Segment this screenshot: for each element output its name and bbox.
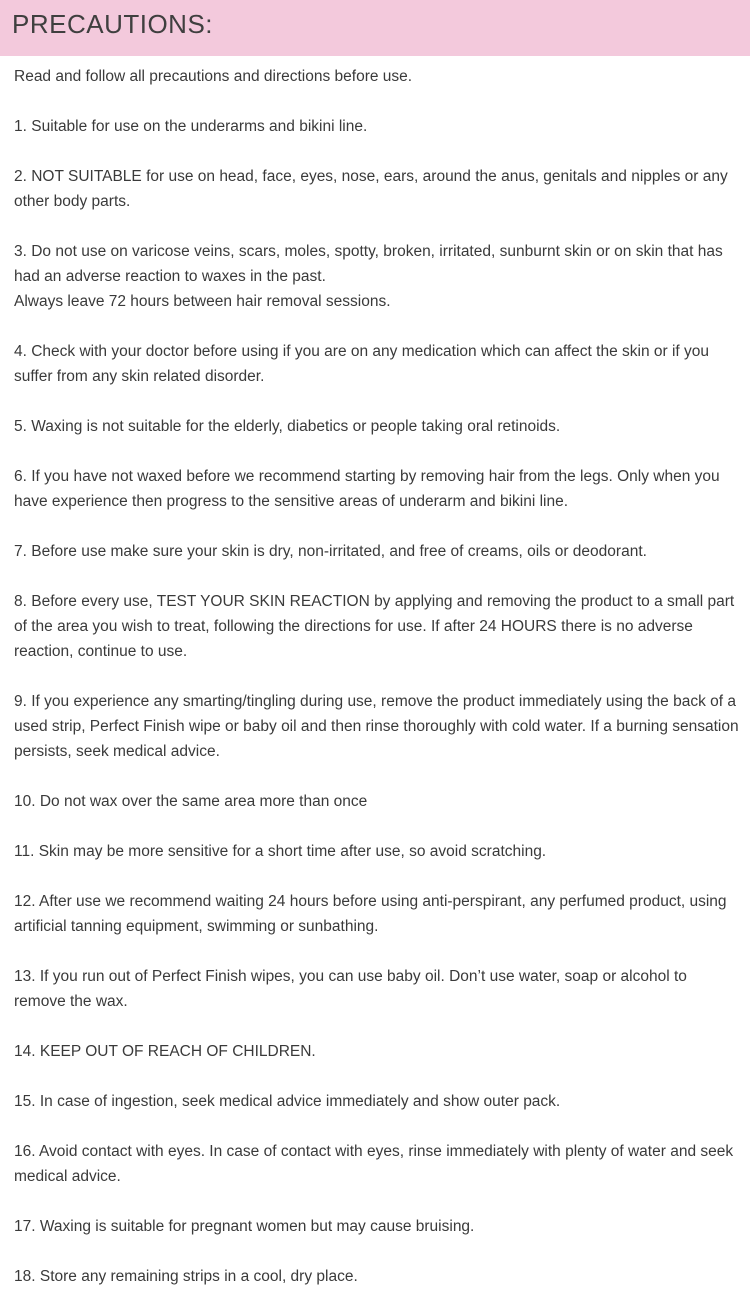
precaution-item-9: 9. If you experience any smarting/tingling during use, remove the product immediately using the back of a used strip, Perfect Finish wipe or baby oil and then rinse thoroughly with cold water. If a burning sensation persists, seek medical advice. <box>14 693 739 760</box>
precautions-content <box>0 56 750 1289</box>
precaution-item-15: 15. In case of ingestion, seek medical advice immediately and show outer pack. <box>14 1093 561 1110</box>
precaution-item-5: 5. Waxing is not suitable for the elderly, diabetics or people taking oral retinoids. <box>14 418 561 435</box>
precaution-item-16: 16. Avoid contact with eyes. In case of contact with eyes, rinse immediately with plenty of water and seek medical advice. <box>14 1143 734 1185</box>
precaution-item-17: 17. Waxing is suitable for pregnant women but may cause bruising. <box>14 1218 475 1235</box>
precaution-item-7: 7. Before use make sure your skin is dry, non-irritated, and free of creams, oils or deodorant. <box>14 543 647 560</box>
precaution-item-14: 14. KEEP OUT OF REACH OF CHILDREN. <box>14 1043 316 1060</box>
precaution-item-2: 2. NOT SUITABLE for use on head, face, eyes, nose, ears, around the anus, genitals and nipples or any other body parts. <box>14 168 728 210</box>
precaution-item-18: 18. Store any remaining strips in a cool, dry place. <box>14 1268 358 1285</box>
precaution-item-12: 12. After use we recommend waiting 24 hours before using anti-perspirant, any perfumed product, using artificial tanning equipment, swimming or sunbathing. <box>14 893 727 935</box>
precaution-item-6: 6. If you have not waxed before we recommend starting by removing hair from the legs. Only when you have experience then progress to the sensitive areas of underarm and bikini line. <box>14 468 720 510</box>
page-title: PRECAUTIONS: <box>12 9 214 39</box>
precaution-item-11: 11. Skin may be more sensitive for a short time after use, so avoid scratching. <box>14 843 547 860</box>
precaution-item-10: 10. Do not wax over the same area more than once <box>14 793 368 810</box>
intro-text: Read and follow all precautions and directions before use. <box>14 68 413 85</box>
precaution-item-1: 1. Suitable for use on the underarms and bikini line. <box>14 118 368 135</box>
precaution-item-13: 13. If you run out of Perfect Finish wipes, you can use baby oil. Don’t use water, soap or alcohol to remove the wax. <box>14 968 687 1010</box>
precautions-list <box>14 114 740 1289</box>
precaution-item-4: 4. Check with your doctor before using if you are on any medication which can affect the skin or if you suffer from any skin related disorder. <box>14 343 710 385</box>
precaution-item-8: 8. Before every use, TEST YOUR SKIN REACTION by applying and removing the product to a small part of the area you wish to treat, following the directions for use. If after 24 HOURS there is no adverse reaction, continue to use. <box>14 593 735 660</box>
precautions-header <box>0 0 750 56</box>
precaution-item-3: 3. Do not use on varicose veins, scars, moles, spotty, broken, irritated, sunburnt skin or on skin that has had an adverse reaction to waxes in the past. Always leave 72 hours between hair removal sessions. <box>14 243 723 310</box>
